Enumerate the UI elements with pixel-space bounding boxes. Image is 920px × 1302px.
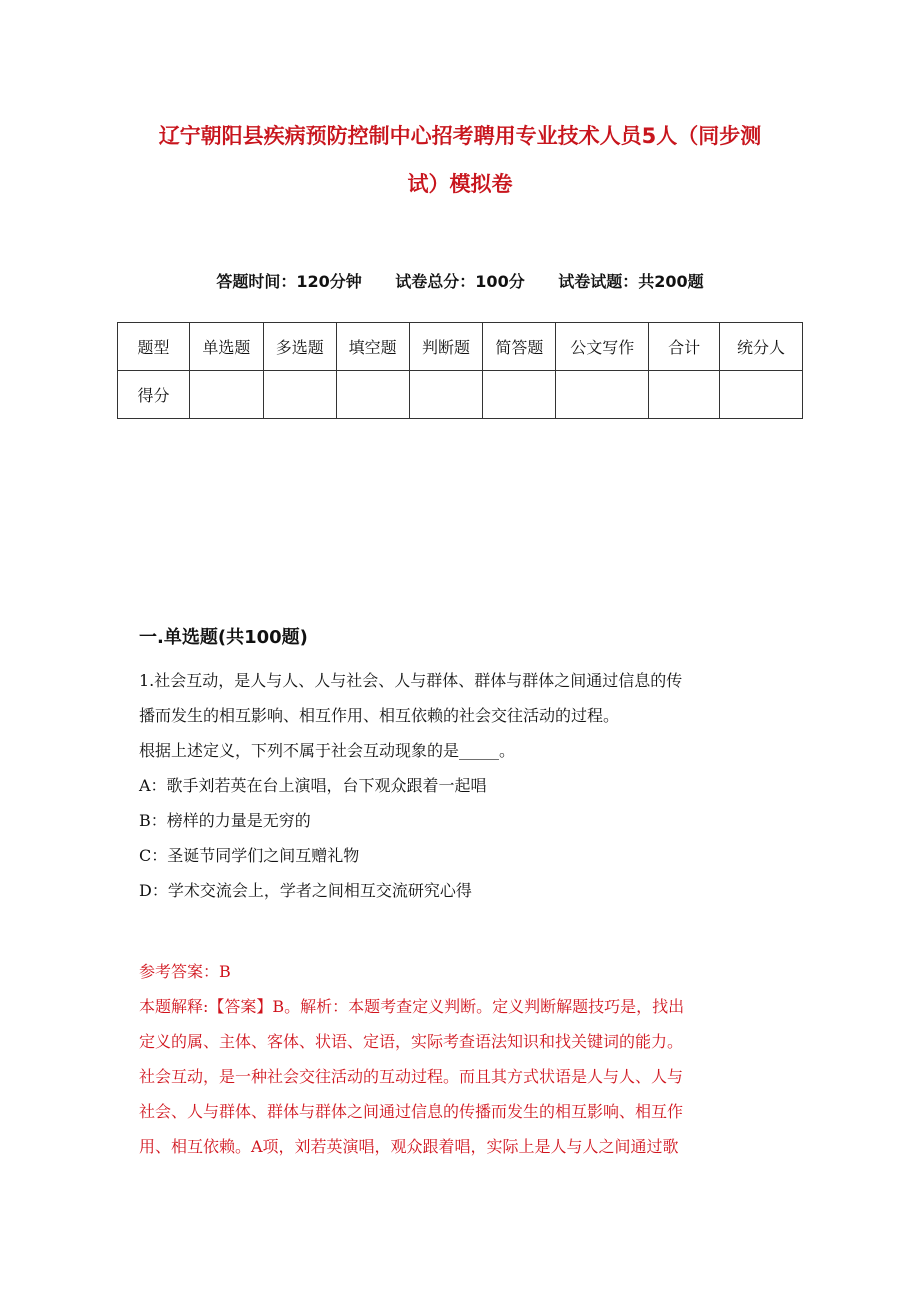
answer-block <box>139 954 779 1164</box>
option-c: C：圣诞节同学们之间互赠礼物 <box>139 846 360 865</box>
header-cell-single-choice: 单选题 <box>189 323 263 371</box>
score-table-score-row <box>118 371 803 419</box>
score-cell <box>263 371 336 419</box>
exam-total-score: 试卷总分：100分 <box>395 272 525 291</box>
header-cell-type: 题型 <box>118 323 190 371</box>
exam-info <box>0 270 920 294</box>
explanation-line-1: 本题解释:【答案】B。解析：本题考查定义判断。定义判断解题技巧是，找出 <box>139 997 685 1016</box>
score-row-label: 得分 <box>118 371 190 419</box>
option-d: D：学术交流会上，学者之间相互交流研究心得 <box>139 881 472 900</box>
explanation-line-3: 社会互动，是一种社会交往活动的互动过程。而且其方式状语是人与人、人与 <box>139 1067 684 1086</box>
option-b: B：榜样的力量是无穷的 <box>139 811 311 830</box>
score-cell <box>336 371 409 419</box>
option-a: A：歌手刘若英在台上演唱，台下观众跟着一起唱 <box>139 776 487 795</box>
section-heading: 一.单选题(共100题) <box>139 627 308 648</box>
explanation-line-5: 用、相互依赖。A项，刘若英演唱，观众跟着唱，实际上是人与人之间通过歌 <box>139 1137 679 1156</box>
header-cell-short-answer: 简答题 <box>483 323 556 371</box>
score-table-header-row <box>118 323 803 371</box>
explanation-line-4: 社会、人与群体、群体与群体之间通过信息的传播而发生的相互影响、相互作 <box>139 1102 684 1121</box>
header-cell-fill-blank: 填空题 <box>336 323 409 371</box>
page-title <box>120 112 800 208</box>
title-line-2: 试）模拟卷 <box>407 172 513 196</box>
question-1 <box>139 663 779 908</box>
score-cell <box>189 371 263 419</box>
score-cell <box>649 371 720 419</box>
score-cell <box>556 371 649 419</box>
score-cell <box>483 371 556 419</box>
score-table <box>117 322 803 419</box>
reference-answer: 参考答案：B <box>139 962 231 981</box>
exam-question-count: 试卷试题：共200题 <box>558 272 704 291</box>
header-cell-true-false: 判断题 <box>409 323 483 371</box>
explanation-line-2: 定义的属、主体、客体、状语、定语，实际考查语法知识和找关键词的能力。 <box>139 1032 684 1051</box>
header-cell-official-writing: 公文写作 <box>556 323 649 371</box>
question-stem-line-1: 1.社会互动，是人与人、人与社会、人与群体、群体与群体之间通过信息的传 <box>139 671 683 690</box>
score-cell <box>720 371 803 419</box>
exam-time: 答题时间：120分钟 <box>216 272 362 291</box>
header-cell-multi-choice: 多选题 <box>263 323 336 371</box>
title-line-1: 辽宁朝阳县疾病预防控制中心招考聘用专业技术人员5人（同步测 <box>158 124 762 148</box>
score-cell <box>409 371 483 419</box>
header-cell-total: 合计 <box>649 323 720 371</box>
question-prompt: 根据上述定义，下列不属于社会互动现象的是_____。 <box>139 741 516 760</box>
header-cell-scorer: 统分人 <box>720 323 803 371</box>
question-stem-line-2: 播而发生的相互影响、相互作用、相互依赖的社会交往活动的过程。 <box>139 706 620 725</box>
